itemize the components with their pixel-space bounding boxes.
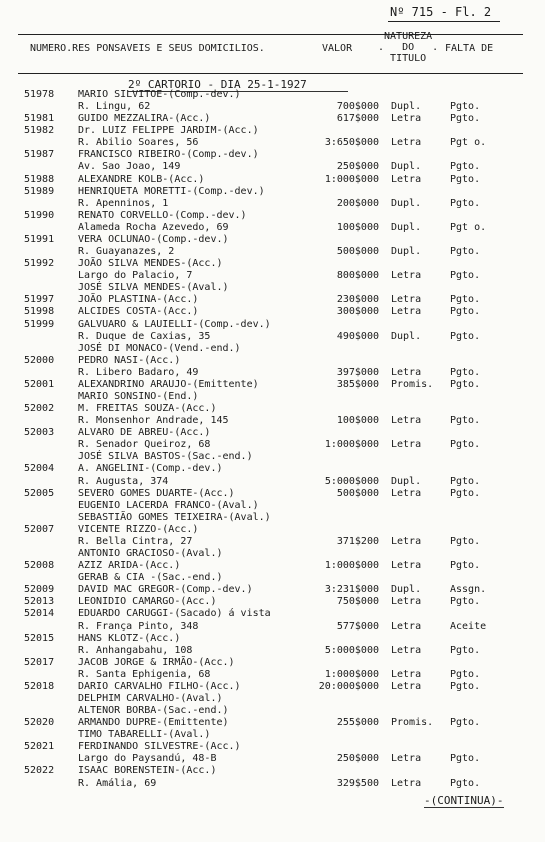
entry-valor: 250$000 — [336, 161, 379, 173]
entry-text: GERAB & CIA -(Sac.-end.) — [78, 572, 223, 584]
ledger-row — [0, 657, 545, 669]
ledger-row — [0, 89, 545, 101]
entry-text: TIMO TABARELLI-(Aval.) — [78, 729, 211, 741]
entry-natureza: Letra — [391, 535, 422, 547]
ledger-row — [0, 729, 545, 741]
entry-falta: Pgto. — [450, 197, 481, 209]
entry-natureza: Letra — [391, 596, 422, 608]
entry-number: 52013 — [24, 596, 55, 608]
ledger-row — [0, 512, 545, 524]
entry-valor: 20:000$000 — [318, 680, 379, 692]
entry-text: DARIO CARVALHO FILHO-(Acc.) — [78, 680, 241, 692]
entry-natureza: Dupl. — [391, 246, 422, 258]
entry-valor: 100$000 — [336, 415, 379, 427]
entry-text: R. Abilio Soares, 56 — [78, 137, 199, 149]
header-top-rule — [18, 34, 523, 35]
entry-natureza: Dupl. — [391, 101, 422, 113]
ledger-row — [0, 331, 545, 343]
entry-text: JOSÉ SILVA MENDES-(Aval.) — [78, 282, 229, 294]
ledger-row — [0, 500, 545, 512]
entry-falta: Pgto. — [450, 717, 481, 729]
entry-natureza: Letra — [391, 753, 422, 765]
column-header-responsaveis: NUMERO.RES PONSAVEIS E SEUS DOMICILIOS. — [30, 43, 265, 54]
entry-text: R. Bella Cintra, 27 — [78, 535, 193, 547]
entry-text: EUGENIO LACERDA FRANCO-(Aval.) — [78, 499, 259, 511]
ledger-row — [0, 608, 545, 620]
entry-text: GALVUARO & LAUIELLI-(Comp.-dev.) — [78, 318, 271, 330]
entry-valor: 5:000$000 — [324, 475, 379, 487]
entry-text: HENRIQUETA MORETTI-(Comp.-dev.) — [78, 185, 265, 197]
entry-number: 51998 — [24, 306, 55, 318]
continua-underline — [424, 807, 504, 808]
entry-number: 52018 — [24, 680, 55, 692]
entry-text: JACOB JORGE & IRMÃO-(Acc.) — [78, 656, 235, 668]
entry-valor: 3:650$000 — [324, 137, 379, 149]
entry-number: 51978 — [24, 89, 55, 100]
entry-falta: Pgto. — [450, 475, 481, 487]
ledger-row — [0, 560, 545, 572]
ledger-row — [0, 174, 545, 186]
entry-valor: 255$000 — [336, 717, 379, 729]
entry-natureza: Letra — [391, 415, 422, 427]
entry-valor: 200$000 — [336, 197, 379, 209]
ledger-row — [0, 234, 545, 246]
entry-number: 52002 — [24, 403, 55, 415]
entry-text: R. Guayanazes, 2 — [78, 246, 175, 258]
entry-falta: Pgto. — [450, 113, 481, 125]
ledger-row — [0, 621, 545, 633]
ledger-row — [0, 488, 545, 500]
ledger-row — [0, 210, 545, 222]
page-number: Nº 715 - Fl. 2 — [390, 5, 492, 19]
entry-falta: Pgto. — [450, 270, 481, 282]
ledger-row — [0, 319, 545, 331]
ledger-row — [0, 246, 545, 258]
ledger-row — [0, 391, 545, 403]
entry-valor: 1:000$000 — [324, 439, 379, 451]
ledger-row — [0, 198, 545, 210]
entry-valor: 300$000 — [336, 306, 379, 318]
entry-text: Av. Sao Joao, 149 — [78, 161, 181, 173]
entry-valor: 1:000$000 — [324, 668, 379, 680]
ledger-row — [0, 186, 545, 198]
ledger-row — [0, 741, 545, 753]
section-title: 2º CARTORIO - DIA 25-1-1927 — [128, 78, 307, 91]
ledger-row — [0, 258, 545, 270]
entry-text: Dr. LUIZ FELIPPE JARDIM-(Acc.) — [78, 125, 259, 137]
entry-falta: Pgto. — [450, 173, 481, 185]
entry-natureza: Letra — [391, 270, 422, 282]
entry-number: 51990 — [24, 209, 55, 221]
entry-valor: 329$500 — [336, 777, 379, 789]
entry-number: 52020 — [24, 717, 55, 729]
entry-number: 51991 — [24, 233, 55, 245]
entry-number: 52000 — [24, 354, 55, 366]
entry-text: R. Monsenhor Andrade, 145 — [78, 415, 229, 427]
ledger-row — [0, 101, 545, 113]
entry-falta: Pgto. — [450, 101, 481, 113]
entry-text: LEONIDIO CAMARGO-(Acc.) — [78, 596, 217, 608]
entry-number: 52003 — [24, 427, 55, 439]
entry-falta: Pgt o. — [450, 137, 487, 149]
entry-valor: 371$200 — [336, 535, 379, 547]
entry-valor: 1:000$000 — [324, 173, 379, 185]
ledger-row — [0, 753, 545, 765]
entry-valor: 700$000 — [336, 101, 379, 113]
ledger-row — [0, 645, 545, 657]
entry-natureza: Letra — [391, 439, 422, 451]
entry-text: JOÃO PLASTINA-(Acc.) — [78, 294, 199, 306]
entry-number: 51987 — [24, 149, 55, 161]
entry-natureza: Letra — [391, 620, 422, 632]
entry-natureza: Letra — [391, 668, 422, 680]
ledger-row — [0, 137, 545, 149]
entry-text: R. Lingu, 62 — [78, 101, 151, 113]
ledger-row — [0, 306, 545, 318]
ledger-row — [0, 113, 545, 125]
entry-valor: 800$000 — [336, 270, 379, 282]
ledger-row — [0, 270, 545, 282]
entry-natureza: Dupl. — [391, 161, 422, 173]
entry-text: R. Anhangabahu, 108 — [78, 644, 193, 656]
entry-natureza: Letra — [391, 306, 422, 318]
entry-text: ARMANDO DUPRE-(Emittente) — [78, 717, 229, 729]
entry-text: ISAAC BORENSTEIN-(Acc.) — [78, 765, 217, 777]
entry-natureza: Letra — [391, 137, 422, 149]
entry-text: GUIDO MEZZALIRA-(Acc.) — [78, 113, 211, 125]
entry-text: VERA OCLUNAO-(Comp.-dev.) — [78, 233, 229, 245]
entry-falta: Pgto. — [450, 535, 481, 547]
entry-number: 51992 — [24, 258, 55, 270]
ledger-row — [0, 536, 545, 548]
entry-number: 51981 — [24, 113, 55, 125]
entry-valor: 397$000 — [336, 366, 379, 378]
entry-text: FRANCISCO RIBEIRO-(Comp.-dev.) — [78, 149, 259, 161]
entry-text: R. Duque de Caxias, 35 — [78, 330, 211, 342]
ledger-row — [0, 161, 545, 173]
entry-falta: Pgto. — [450, 306, 481, 318]
column-header-natureza: NATUREZA . DO . TITULO — [378, 31, 439, 64]
entry-text: R. Senador Queiroz, 68 — [78, 439, 211, 451]
entry-number: 51997 — [24, 294, 55, 306]
entry-text: R. Apenninos, 1 — [78, 197, 169, 209]
entry-text: ALTENOR BORBA-(Sac.-end.) — [78, 705, 229, 717]
header-bottom-rule — [18, 73, 523, 74]
entry-number: 51999 — [24, 318, 55, 330]
entry-natureza: Dupl. — [391, 475, 422, 487]
ledger-row — [0, 427, 545, 439]
entry-falta: Pgto. — [450, 777, 481, 789]
ledger-row — [0, 476, 545, 488]
ledger-row — [0, 355, 545, 367]
entry-text: Largo do Paysandú, 48-B — [78, 753, 217, 765]
ledger-row — [0, 633, 545, 645]
entry-text: ALVARO DE ABREU-(Acc.) — [78, 427, 211, 439]
entry-text: R. Augusta, 374 — [78, 475, 169, 487]
entry-text: R. Libero Badaro, 49 — [78, 366, 199, 378]
entry-text: ALEXANDRE KOLB-(Acc.) — [78, 173, 205, 185]
entry-valor: 5:000$000 — [324, 644, 379, 656]
entry-natureza: Dupl. — [391, 584, 422, 596]
entry-falta: Pgto. — [450, 680, 481, 692]
ledger-row — [0, 681, 545, 693]
entry-falta: Aceite — [450, 620, 487, 632]
entry-falta: Pgt o. — [450, 221, 487, 233]
entry-text: JOSÉ SILVA BASTOS-(Sac.-end.) — [78, 451, 253, 463]
ledger-row — [0, 778, 545, 790]
entry-number: 52004 — [24, 463, 55, 475]
ledger-row — [0, 403, 545, 415]
entry-number: 52001 — [24, 378, 55, 390]
entry-number: 52021 — [24, 741, 55, 753]
ledger-row — [0, 572, 545, 584]
entry-falta: Pgto. — [450, 560, 481, 572]
entry-text: AZIZ ARIDA-(Acc.) — [78, 560, 181, 572]
entry-falta: Pgto. — [450, 294, 481, 306]
entry-text: M. FREITAS SOUZA-(Acc.) — [78, 403, 217, 415]
entry-valor: 3:231$000 — [324, 584, 379, 596]
entry-number: 52022 — [24, 765, 55, 777]
entry-valor: 500$000 — [336, 487, 379, 499]
entry-text: Alameda Rocha Azevedo, 69 — [78, 221, 229, 233]
entry-text: MARIO SONSINO-(End.) — [78, 391, 199, 402]
entry-number: 52007 — [24, 523, 55, 535]
entry-number: 51982 — [24, 125, 55, 137]
entry-natureza: Letra — [391, 560, 422, 572]
entry-falta: Pgto. — [450, 161, 481, 173]
entry-number: 51988 — [24, 173, 55, 185]
ledger-row — [0, 367, 545, 379]
ledger-row — [0, 125, 545, 137]
entry-text: R. França Pinto, 348 — [78, 620, 199, 632]
entry-natureza: Letra — [391, 680, 422, 692]
entry-number: 52015 — [24, 632, 55, 644]
entry-falta: Pgto. — [450, 330, 481, 342]
entry-number: 52008 — [24, 560, 55, 572]
entry-text: ALCIDES COSTA-(Acc.) — [78, 306, 199, 318]
entry-natureza: Promis. — [391, 378, 434, 390]
entry-falta: Pgto. — [450, 378, 481, 390]
entry-text: RENATO CORVELLO-(Comp.-dev.) — [78, 209, 247, 221]
entry-text: DAVID MAC GREGOR-(Comp.-dev.) — [78, 584, 253, 596]
entry-falta: Pgto. — [450, 366, 481, 378]
entry-natureza: Letra — [391, 294, 422, 306]
ledger-row — [0, 149, 545, 161]
continua-label: -(CONTINUA)- — [424, 794, 504, 807]
entry-text: MARIO SILVITOE-(Comp.-dev.) — [78, 89, 241, 100]
entry-natureza: Dupl. — [391, 330, 422, 342]
ledger-row — [0, 669, 545, 681]
ledger-row — [0, 282, 545, 294]
ledger-row — [0, 705, 545, 717]
entry-valor: 230$000 — [336, 294, 379, 306]
entry-valor: 500$000 — [336, 246, 379, 258]
entry-natureza: Promis. — [391, 717, 434, 729]
entry-natureza: Letra — [391, 777, 422, 789]
ledger-row — [0, 379, 545, 391]
entry-valor: 577$000 — [336, 620, 379, 632]
entry-natureza: Letra — [391, 487, 422, 499]
ledger-row — [0, 294, 545, 306]
entry-text: HANS KLOTZ-(Acc.) — [78, 632, 181, 644]
entry-natureza: Letra — [391, 366, 422, 378]
entry-valor: 385$000 — [336, 378, 379, 390]
ledger-row — [0, 693, 545, 705]
ledger-row — [0, 765, 545, 777]
ledger-row — [0, 415, 545, 427]
ledger-row — [0, 524, 545, 536]
ledger-row — [0, 451, 545, 463]
entry-text: A. ANGELINI-(Comp.-dev.) — [78, 463, 223, 475]
entry-text: Largo do Palacio, 7 — [78, 270, 193, 282]
entry-natureza: Letra — [391, 644, 422, 656]
ledger-row — [0, 584, 545, 596]
ledger-row — [0, 717, 545, 729]
entry-falta: Pgto. — [450, 487, 481, 499]
entry-falta: Pgto. — [450, 753, 481, 765]
entry-valor: 250$000 — [336, 753, 379, 765]
entry-text: JOÃO SILVA MENDES-(Acc.) — [78, 258, 223, 270]
entry-number: 52017 — [24, 656, 55, 668]
entry-natureza: Letra — [391, 173, 422, 185]
entry-text: ANTONIO GRACIOSO-(Aval.) — [78, 548, 223, 560]
entry-falta: Pgto. — [450, 668, 481, 680]
entry-natureza: Letra — [391, 113, 422, 125]
ledger-row — [0, 343, 545, 355]
entry-text: PEDRO NASI-(Acc.) — [78, 354, 181, 366]
entry-valor: 617$000 — [336, 113, 379, 125]
entry-text: VICENTE RIZZO-(Acc.) — [78, 523, 199, 535]
entry-text: R. Santa Ephigenia, 68 — [78, 668, 211, 680]
entry-valor: 1:000$000 — [324, 560, 379, 572]
entry-text: SEBASTIÃO GOMES TEIXEIRA-(Aval.) — [78, 511, 271, 523]
column-header-valor: VALOR — [322, 43, 353, 54]
entry-text: SEVERO GOMES DUARTE-(Acc.) — [78, 487, 235, 499]
ledger-row — [0, 439, 545, 451]
entry-text: ALEXANDRINO ARAUJO-(Emittente) — [78, 378, 259, 390]
entry-falta: Assgn. — [450, 584, 487, 596]
entry-natureza: Dupl. — [391, 197, 422, 209]
entry-falta: Pgto. — [450, 439, 481, 451]
entry-text: EDUARDO CARUGGI-(Sacado) á vista — [78, 608, 271, 620]
ledger-row — [0, 222, 545, 234]
entry-valor: 490$000 — [336, 330, 379, 342]
ledger-row — [0, 548, 545, 560]
entry-falta: Pgto. — [450, 415, 481, 427]
entry-falta: Pgto. — [450, 644, 481, 656]
entry-valor: 100$000 — [336, 221, 379, 233]
entry-valor: 750$000 — [336, 596, 379, 608]
entry-text: R. Amália, 69 — [78, 777, 157, 789]
page-number-underline — [388, 21, 500, 22]
ledger-row — [0, 463, 545, 475]
column-header-falta: FALTA DE — [445, 43, 494, 54]
entry-number: 52005 — [24, 487, 55, 499]
entry-text: FERDINANDO SILVESTRE-(Acc.) — [78, 741, 241, 753]
entry-falta: Pgto. — [450, 246, 481, 258]
entry-text: JOSÉ DI MONACO-(Vend.-end.) — [78, 342, 241, 354]
entry-number: 52014 — [24, 608, 55, 620]
ledger-row — [0, 596, 545, 608]
entry-text: DELPHIM CARVALHO-(Aval.) — [78, 693, 223, 704]
entry-number: 51989 — [24, 185, 55, 197]
entry-number: 52009 — [24, 584, 55, 596]
entry-natureza: Dupl. — [391, 221, 422, 233]
entry-falta: Pgto. — [450, 596, 481, 608]
